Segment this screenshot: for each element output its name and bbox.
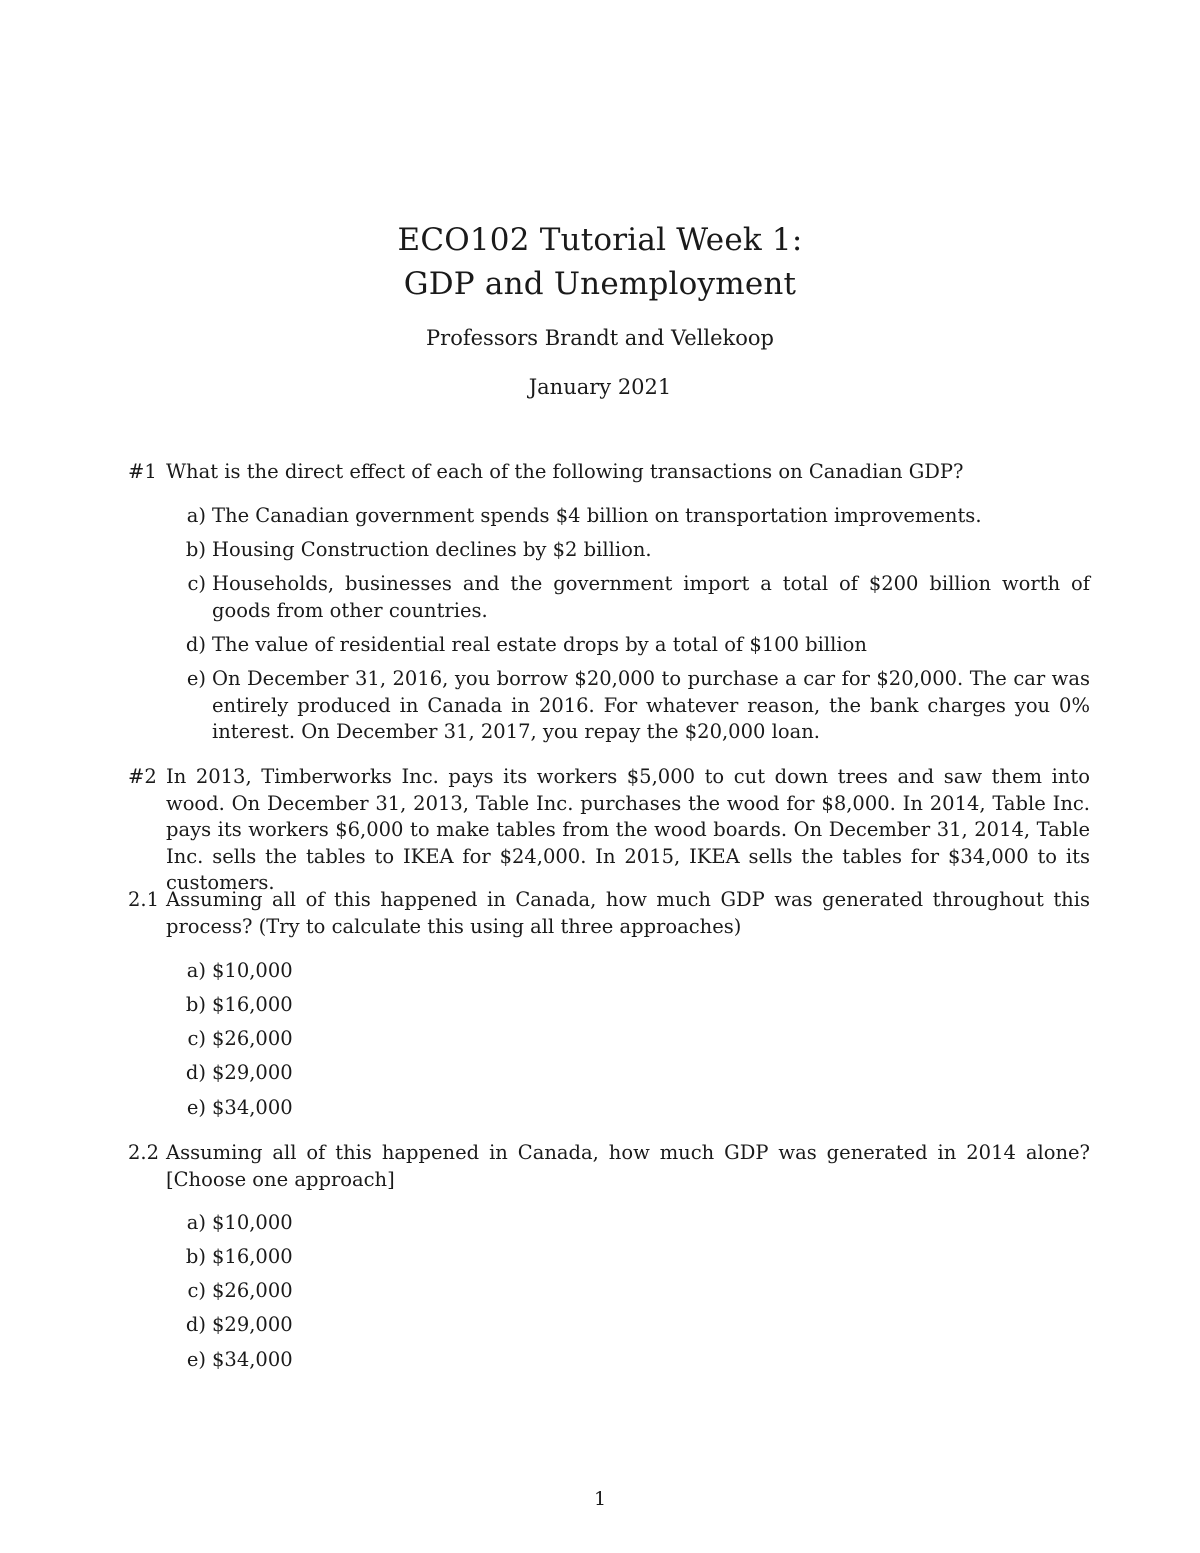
- item-text: The value of residential real estate drops by a total of $100 billion: [212, 633, 867, 656]
- page-number: 1: [593, 1488, 607, 1510]
- option-label: a): [186, 1211, 206, 1234]
- question-2-2: [128, 1140, 1090, 1194]
- question-2-1: [128, 887, 1090, 941]
- option-label: e): [186, 1096, 206, 1119]
- list-item: [170, 503, 1090, 531]
- list-item: [170, 571, 1090, 625]
- option-label: b): [185, 993, 206, 1016]
- option-label: a): [186, 959, 206, 982]
- list-item: [170, 632, 1090, 660]
- question-label: 2.2: [128, 1141, 160, 1164]
- question-text: In 2013, Timberworks Inc. pays its workers $5,000 to cut down trees and saw them into wood. On December 31, 2013, Table Inc. purchases the wood for $8,000. In 2014, Table Inc. pays its workers $6,000 to make tables from the wood boards. On December 31, 2014, Table Inc. sells the tables to IKEA for $24,000. In 2015, IKEA sells the tables for $34,000 to its customers.: [166, 765, 1090, 894]
- answer-option: [170, 992, 1090, 1020]
- title-line-2: GDP and Unemployment: [403, 266, 797, 302]
- option-text: $26,000: [212, 1027, 293, 1050]
- item-label: a): [186, 504, 206, 527]
- list-item: [170, 666, 1090, 746]
- title-line-1: ECO102 Tutorial Week 1:: [397, 222, 803, 258]
- option-text: $29,000: [212, 1313, 293, 1336]
- question-label: #1: [128, 460, 157, 483]
- list-item: [170, 537, 1090, 565]
- option-label: c): [187, 1027, 206, 1050]
- item-label: b): [185, 538, 206, 561]
- option-text: $26,000: [212, 1279, 293, 1302]
- question-text: What is the direct effect of each of the following transactions on Canadian GDP?: [166, 460, 964, 483]
- authors: Professors Brandt and Vellekoop: [426, 326, 774, 350]
- answer-option: [170, 1312, 1090, 1340]
- document-title: [0, 218, 1200, 306]
- question-label: #2: [128, 765, 157, 788]
- item-text: Households, businesses and the government import a total of $200 billion worth of goods from other countries.: [212, 572, 1090, 622]
- answer-option: [170, 1095, 1090, 1123]
- answer-option: [170, 1060, 1090, 1088]
- item-text: Housing Construction declines by $2 billion.: [212, 538, 652, 561]
- answer-option: [170, 1347, 1090, 1375]
- option-text: $16,000: [212, 1245, 293, 1268]
- option-text: $16,000: [212, 993, 293, 1016]
- item-label: e): [186, 667, 206, 690]
- question-1: [128, 459, 1090, 487]
- answer-option: [170, 1244, 1090, 1272]
- option-text: $34,000: [212, 1348, 293, 1371]
- option-label: d): [185, 1313, 206, 1336]
- option-label: e): [186, 1348, 206, 1371]
- answer-option: [170, 1026, 1090, 1054]
- option-label: b): [185, 1245, 206, 1268]
- item-label: c): [187, 572, 206, 595]
- item-text: The Canadian government spends $4 billion on transportation improvements.: [212, 504, 982, 527]
- option-text: $29,000: [212, 1061, 293, 1084]
- option-text: $10,000: [212, 1211, 293, 1234]
- question-text: Assuming all of this happened in Canada, how much GDP was generated in 2014 alone? [Choose one approach]: [166, 1141, 1090, 1191]
- item-label: d): [185, 633, 206, 656]
- question-label: 2.1: [128, 888, 160, 911]
- question-text: Assuming all of this happened in Canada, how much GDP was generated throughout this process? (Try to calculate this using all three approaches): [166, 888, 1090, 938]
- option-label: d): [185, 1061, 206, 1084]
- answer-option: [170, 1278, 1090, 1306]
- option-text: $34,000: [212, 1096, 293, 1119]
- question-2: [128, 764, 1090, 894]
- answer-option: [170, 958, 1090, 986]
- item-text: On December 31, 2016, you borrow $20,000 to purchase a car for $20,000. The car was entirely produced in Canada in 2016. For whatever reason, the bank charges you 0% interest. On December 31, 2017, you repay the $20,000 loan.: [212, 667, 1090, 743]
- option-label: c): [187, 1279, 206, 1302]
- option-text: $10,000: [212, 959, 293, 982]
- answer-option: [170, 1210, 1090, 1238]
- date: January 2021: [528, 375, 672, 399]
